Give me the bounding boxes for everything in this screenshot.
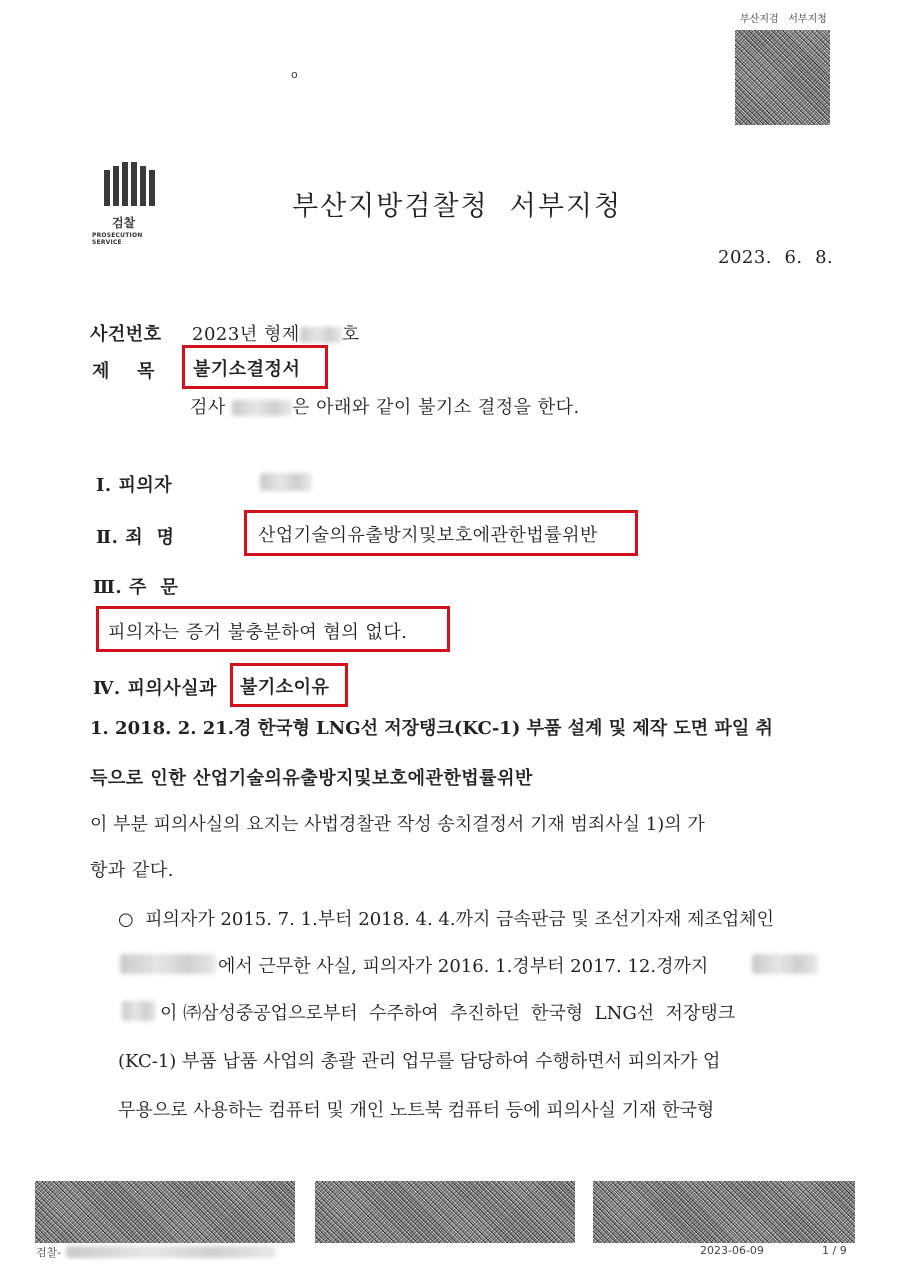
redacted-company-3 [122, 1001, 156, 1021]
footer-date: 2023-06-09 [700, 1244, 764, 1257]
footer-left-label: 검찰- [36, 1246, 62, 1259]
redacted-footer-id [66, 1246, 276, 1258]
redacted-company-2 [752, 954, 818, 974]
paragraph1-line3: 이 ㈜삼성중공업으로부터 수주하여 추진하던 한국형 LNG선 저장탱크 [160, 1003, 736, 1024]
security-pattern-footer-3 [593, 1181, 855, 1243]
logo-name: 검찰 [112, 216, 136, 230]
paragraph1-line2: 에서 근무한 사실, 피의자가 2016. 1.경부터 2017. 12.경까지 [218, 956, 709, 977]
footer-page: 1 / 9 [822, 1244, 847, 1257]
section-suspect-label: Ⅰ. 피의자 [96, 475, 173, 496]
redacted-suspect-name [260, 473, 312, 491]
intro-text: 은 아래와 같이 불기소 결정을 한다. [292, 397, 580, 418]
stamp-label-2: 서부지청 [788, 14, 827, 25]
order-value: 피의자는 증거 불충분하여 혐의 없다. [108, 622, 408, 643]
summary-line2: 항과 같다. [90, 860, 174, 881]
logo-subtitle: PROSECUTION SERVICE [92, 232, 143, 246]
small-mark: o [291, 68, 298, 81]
item1-line2: 득으로 인한 산업기술의유출방지및보호에관한법률위반 [90, 768, 533, 789]
case-value-suffix: 호 [341, 324, 360, 345]
subject-value: 불기소결정서 [193, 359, 301, 380]
redacted-prosecutor-name [232, 400, 292, 416]
section-crime-label: Ⅱ. 죄 명 [96, 527, 175, 548]
crime-value: 산업기술의유출방지및보호에관한법률위반 [258, 525, 598, 546]
facts-highlight: 불기소이유 [240, 677, 330, 698]
logo-emblem-icon [92, 160, 172, 208]
security-pattern-top [735, 30, 830, 125]
section-facts-label: Ⅳ. 피의사실과 [93, 678, 224, 699]
summary-line1: 이 부분 피의사실의 요지는 사법경찰관 작성 송치결정서 기재 범죄사실 1)의 가 [90, 814, 705, 835]
subject-label: 제 목 [92, 361, 155, 382]
item1-line1: 1. 2018. 2. 21.경 한국형 LNG선 저장탱크(KC-1) 부품 설계 및 제작 도면 파일 취 [90, 718, 773, 739]
stamp-label [740, 10, 827, 25]
intro-prefix: 검사 [190, 397, 226, 418]
security-pattern-footer-1 [35, 1181, 295, 1243]
section-order-label: Ⅲ. 주 문 [93, 577, 179, 598]
redacted-case-number [300, 327, 342, 343]
paragraph1-line5: 무용으로 사용하는 컴퓨터 및 개인 노트북 컴퓨터 등에 피의사실 기재 한국형 [118, 1100, 715, 1121]
redacted-company-1 [120, 954, 216, 974]
document-date: 2023. 6. 8. [718, 247, 834, 268]
paragraph1-line4: (KC-1) 부품 납품 사업의 총괄 관리 업무를 담당하여 수행하면서 피의자가 업 [118, 1051, 721, 1072]
intro-line [190, 393, 580, 419]
prosecution-logo [92, 160, 172, 246]
paragraph1-line1: ○ 피의자가 2015. 7. 1.부터 2018. 4. 4.까지 금속판금 및 조선기자재 제조업체인 [118, 909, 775, 930]
case-number-row [90, 320, 360, 346]
office-title: 부산지방검찰청 서부지청 [292, 191, 623, 222]
security-pattern-footer-2 [315, 1181, 575, 1243]
case-label: 사건번호 [90, 324, 162, 345]
stamp-label-1: 부산지검 [740, 14, 779, 25]
case-value-prefix: 2023년 형제 [192, 324, 300, 345]
